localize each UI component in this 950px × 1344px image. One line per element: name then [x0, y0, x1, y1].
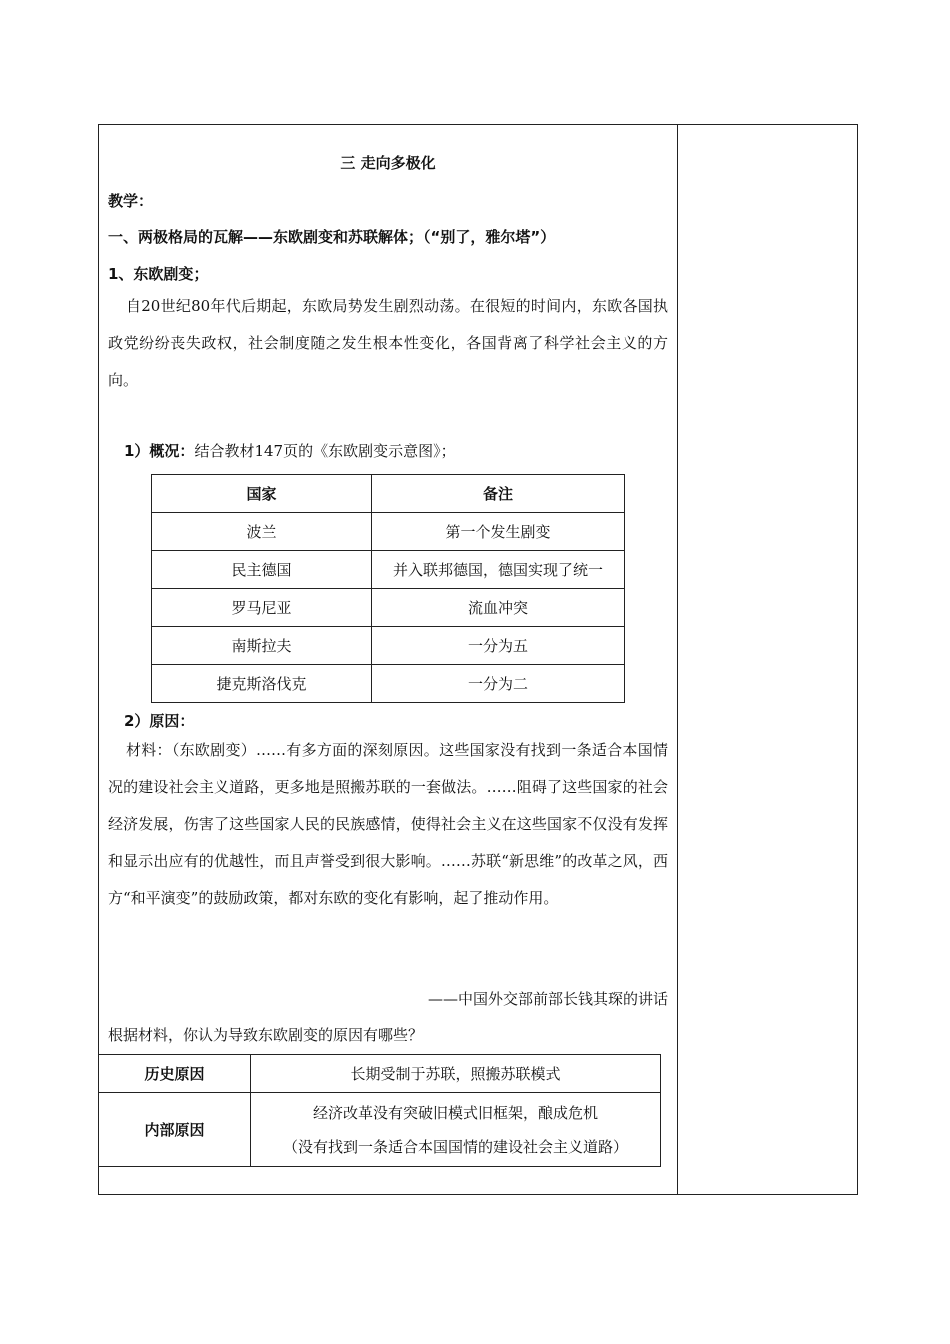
internal-cause-label: 内部原因	[99, 1093, 251, 1167]
table-row	[99, 1055, 661, 1093]
table-row	[152, 627, 625, 665]
remark-cell: 流血冲突	[372, 589, 625, 627]
country-cell: 波兰	[152, 513, 372, 551]
causes-table	[98, 1054, 661, 1167]
remark-cell: 并入联邦德国，德国实现了统一	[372, 551, 625, 589]
country-cell: 捷克斯洛伐克	[152, 665, 372, 703]
header-country: 国家	[152, 475, 372, 513]
header-remark: 备注	[372, 475, 625, 513]
internal-cause-text-2: （没有找到一条适合本国国情的建设社会主义道路）	[282, 1137, 628, 1156]
table-row	[152, 551, 625, 589]
section1-heading: 一、两极格局的瓦解——东欧剧变和苏联解体；（“别了，雅尔塔”）	[108, 228, 556, 246]
remark-cell: 一分为二	[372, 665, 625, 703]
table-row	[99, 1093, 661, 1167]
table-row	[152, 513, 625, 551]
lesson-title: 三 走向多极化	[340, 154, 436, 172]
column-divider	[677, 124, 678, 1195]
country-cell: 罗马尼亚	[152, 589, 372, 627]
overview-text: 结合教材147页的《东欧剧变示意图》；	[194, 442, 456, 460]
intro-paragraph: 自20世纪80年代后期起，东欧局势发生剧烈动荡。在很短的时间内，东欧各国执政党纷纷丧失政权，社会制度随之发生根本性变化，各国背离了科学社会主义的方向。	[108, 297, 668, 389]
country-cell: 南斯拉夫	[152, 627, 372, 665]
country-cell: 民主德国	[152, 551, 372, 589]
overview-label: 1）概况：	[124, 442, 195, 460]
internal-cause-text-1: 经济改革没有突破旧模式旧框架，酿成危机	[312, 1103, 598, 1122]
table-row	[152, 589, 625, 627]
subsection1-heading: 1、东欧剧变；	[108, 265, 209, 283]
table-row	[152, 665, 625, 703]
countries-table-header	[152, 475, 625, 513]
remark-cell: 第一个发生剧变	[372, 513, 625, 551]
internal-cause-cell	[251, 1093, 661, 1167]
historical-cause-text: 长期受制于苏联，照搬苏联模式	[251, 1055, 661, 1093]
overview-line	[124, 440, 456, 461]
material-source: ——中国外交部前部长钱其琛的讲话	[427, 990, 668, 1008]
remark-cell: 一分为五	[372, 627, 625, 665]
countries-table	[151, 474, 625, 703]
teaching-label: 教学：	[108, 192, 154, 210]
question-text: 根据材料，你认为导致东欧剧变的原因有哪些？	[108, 1026, 424, 1044]
causes-label: 2）原因：	[124, 712, 195, 730]
historical-cause-label: 历史原因	[99, 1055, 251, 1093]
material-paragraph: 材料：（东欧剧变）……有多方面的深刻原因。这些国家没有找到一条适合本国情况的建设社会主义道路，更多地是照搬苏联的一套做法。……阻碍了这些国家的社会经济发展，伤害了这些国家人民的民族感情，使得社会主义在这些国家不仅没有发挥和显示出应有的优越性，而且声誉受到很大影响。……苏联“新思维”的改革之风，西方“和平演变”的鼓励政策，都对东欧的变化有影响，起了推动作用。	[108, 741, 668, 907]
